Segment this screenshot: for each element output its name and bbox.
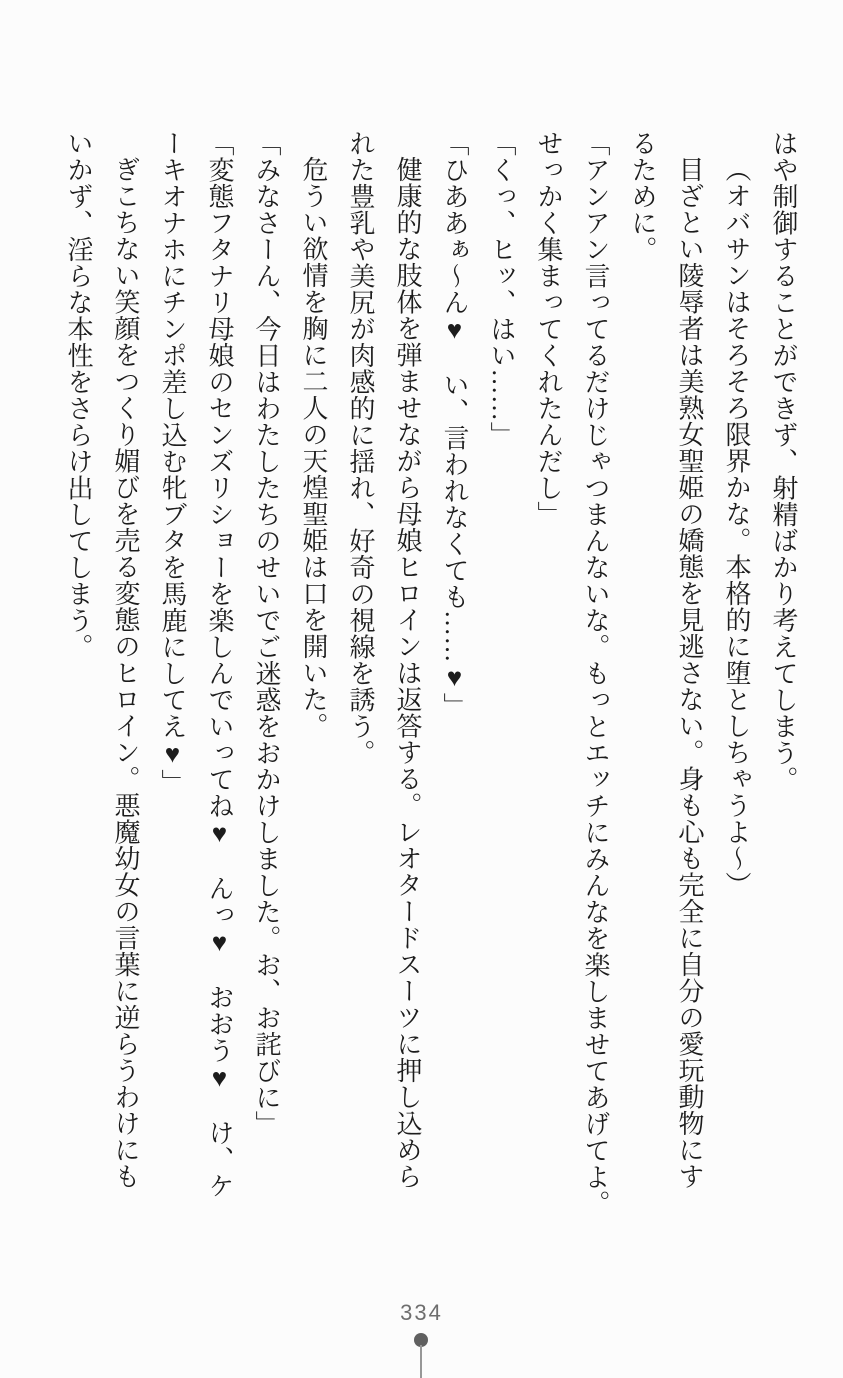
text-line: れた豊乳や美尻が肉感的に揺れ、好奇の視線を誘う。 — [346, 130, 375, 766]
text-line: 「ひああぁ～ん♥ い、言われなくても……♥」 — [440, 130, 469, 719]
text-line: （オバサンはそろそろ限界かな。本格的に堕としちゃうよ～） — [722, 156, 751, 898]
text-line: ーキオナホにチンポ差し込む牝ブタを馬鹿にしてえ♥」 — [158, 130, 187, 796]
text-line: 目ざとい陵辱者は美熟女聖姫の嬌態を見逃さない。身も心も完全に自分の愛玩動物にす — [675, 156, 704, 1190]
text-line: はや制御することができず、射精ばかり考えてしまう。 — [769, 130, 798, 793]
text-line: せっかく集まってくれたんだし」 — [534, 130, 563, 528]
bookmark-pin-stem — [420, 1345, 422, 1378]
text-line: 健康的な肢体を弾ませながら母娘ヒロインは返答する。レオタードスーツに押し込めら — [393, 156, 422, 1190]
text-line: るために。 — [628, 130, 657, 263]
page-number: 334 — [400, 1300, 443, 1325]
page-footer — [0, 1300, 843, 1326]
text-line: 「変態フタナリ母娘のセンズリショーを楽しんでいってね♥ んっ♥ おおう♥ け、ケ — [205, 130, 234, 1199]
text-line: いかず、淫らな本性をさらけ出してしまう。 — [64, 130, 93, 660]
text-line: 「くっ、ヒッ、はい……」 — [487, 130, 516, 448]
text-block — [55, 130, 807, 1300]
text-line: 危うい欲情を胸に二人の天煌聖姫は口を開いた。 — [299, 156, 328, 739]
text-line: 「アンアン言ってるだけじゃつまんないな。もっとエッチにみんなを楽しませてあげてよ。 — [581, 130, 610, 1217]
text-line: ぎこちない笑顔をつくり媚びを売る変態のヒロイン。悪魔幼女の言葉に逆らうわけにも — [111, 156, 140, 1190]
text-line: 「みなさーん、今日はわたしたちのせいでご迷惑をおかけしました。お、お詫びに」 — [252, 130, 281, 1137]
